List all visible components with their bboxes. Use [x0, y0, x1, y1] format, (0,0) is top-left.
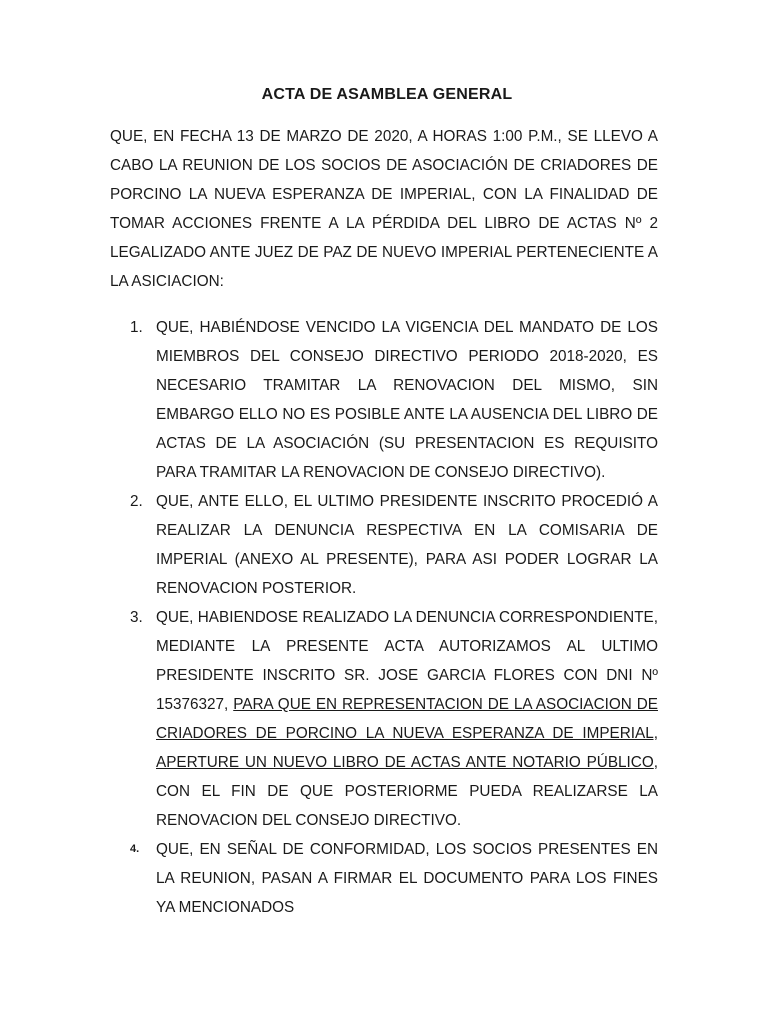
list-item	[110, 835, 658, 922]
document-title: ACTA DE ASAMBLEA GENERAL	[261, 86, 513, 103]
list-item	[110, 603, 658, 835]
list-item-number: 3.	[130, 609, 143, 626]
list-item-text: QUE, EN SEÑAL DE CONFORMIDAD, LOS SOCIOS PRESENTES EN LA REUNION, PASAN A FIRMAR EL DOCUMENTO PARA LOS FINES YA MENCIONADOS	[156, 841, 658, 916]
resolution-list	[110, 313, 658, 922]
list-item-text: QUE, HABIÉNDOSE VENCIDO LA VIGENCIA DEL MANDATO DE LOS MIEMBROS DEL CONSEJO DIRECTIVO PERIODO 2018-2020, ES NECESARIO TRAMITAR LA RENOVACION DEL MISMO, SIN EMBARGO ELLO NO ES POSIBLE ANTE LA AUSENCIA DEL LIBRO DE ACTAS DE LA ASOCIACIÓN (SU PRESENTACION ES REQUISITO PARA TRAMITAR LA RENOVACION DE CONSEJO DIRECTIVO).	[156, 319, 658, 481]
list-item	[110, 487, 658, 603]
list-item	[110, 313, 658, 487]
list-item-number: 4.	[130, 843, 140, 855]
intro-paragraph: QUE, EN FECHA 13 DE MARZO DE 2020, A HORAS 1:00 P.M., SE LLEVO A CABO LA REUNION DE LOS SOCIOS DE ASOCIACIÓN DE CRIADORES DE PORCINO LA NUEVA ESPERANZA DE IMPERIAL, CON LA FINALIDAD DE TOMAR ACCIONES FRENTE A LA PÉRDIDA DEL LIBRO DE ACTAS Nº 2 LEGALIZADO ANTE JUEZ DE PAZ DE NUEVO IMPERIAL PERTENECIENTE A LA ASICIACION:	[110, 128, 658, 290]
list-item-text-after: , CON EL FIN DE QUE POSTERIORME PUEDA REALIZARSE LA RENOVACION DEL CONSEJO DIRECTIVO.	[156, 754, 658, 829]
list-item-text-underlined: PARA QUE EN REPRESENTACION DE LA ASOCIACION DE CRIADORES DE PORCINO LA NUEVA ESPERANZA DE IMPERIAL, APERTURE UN NUEVO LIBRO DE ACTAS ANTE NOTARIO PÚBLICO	[156, 696, 658, 771]
list-item-number: 2.	[130, 493, 143, 510]
list-item-number: 1.	[130, 319, 143, 336]
list-item-text-before: QUE, HABIENDOSE REALIZADO LA DENUNCIA CORRESPONDIENTE, MEDIANTE LA PRESENTE ACTA AUTORIZAMOS AL ULTIMO PRESIDENTE INSCRITO SR. JOSE GARCIA FLORES CON DNI Nº 15376327,	[156, 609, 658, 713]
list-item-text: QUE, ANTE ELLO, EL ULTIMO PRESIDENTE INSCRITO PROCEDIÓ A REALIZAR LA DENUNCIA RESPECTIVA EN LA COMISARIA DE IMPERIAL (ANEXO AL PRESENTE), PARA ASI PODER LOGRAR LA RENOVACION POSTERIOR.	[156, 493, 658, 597]
